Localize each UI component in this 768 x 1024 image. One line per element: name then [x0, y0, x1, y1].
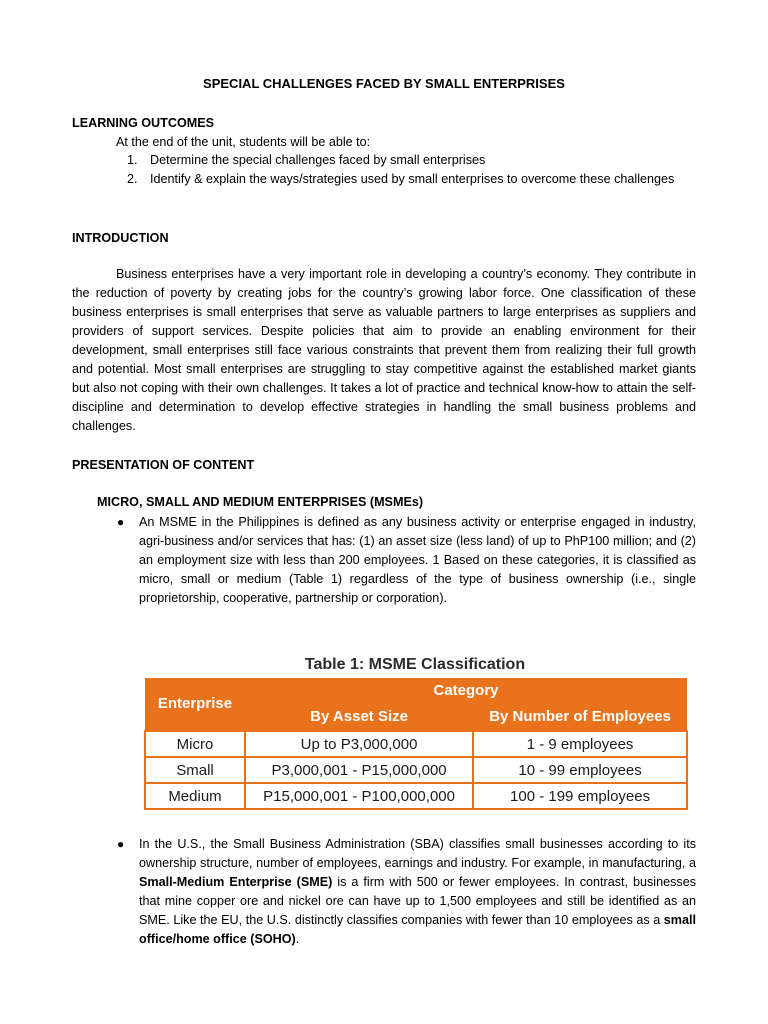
- table-row: [145, 783, 687, 809]
- bullet-item-msme-definition: [117, 513, 696, 608]
- cell-asset: Up to P3,000,000: [245, 731, 473, 757]
- msme-classification-table: [144, 678, 688, 810]
- list-item: [127, 151, 730, 170]
- cell-enterprise: Small: [145, 757, 245, 783]
- bullet-item-us-sba: [117, 835, 696, 949]
- cell-enterprise: Micro: [145, 731, 245, 757]
- list-item-number: 1.: [127, 153, 138, 167]
- bullet-text-part: In the U.S., the Small Business Administration (SBA) classifies small businesses according to its ownership structure, number of employees, earnings and industry. For example, in manufacturing, a: [139, 837, 696, 870]
- table-row: [145, 731, 687, 757]
- introduction-text: Business enterprises have a very important role in developing a country’s economy. They contribute in the reduction of poverty by creating jobs for the country’s growing labor force. One classification of these business enterprises is small enterprises that serve as valuable partners to large enterprises as suppliers and providers of support services. Despite policies that aim to provide an enabling environment for their development, small enterprises still face various constraints that prevent them from realizing their full growth and potential. Most small enterprises are struggling to stay competitive against the established market giants but also not coping with their own challenges. It takes a lot of practice and technical know-how to attain the self-discipline and determination to develop effective strategies in handling the small business problems and challenges.: [72, 267, 696, 433]
- learning-outcomes-heading: LEARNING OUTCOMES: [72, 116, 215, 130]
- header-category: Category: [245, 678, 687, 704]
- learning-outcomes-list: [116, 151, 730, 189]
- learning-outcomes-intro: At the end of the unit, students will be able to:: [116, 135, 371, 149]
- introduction-heading: INTRODUCTION: [72, 231, 169, 245]
- msme-subheading: MICRO, SMALL AND MEDIUM ENTERPRISES (MSMEs): [97, 495, 424, 509]
- cell-employees: 10 - 99 employees: [473, 757, 687, 783]
- bullet-text: An MSME in the Philippines is defined as any business activity or enterprise engaged in industry, agri-business and/or services that has: (1) an asset size (less land) of up to PhP100 million; and (2) an employment size with less than 200 employees. 1 Based on these categories, it is classified as micro, small or medium (Table 1) regardless of the type of business ownership (i.e., single proprietorship, cooperative, partnership or corporation).: [139, 515, 696, 605]
- cell-asset: P15,000,001 - P100,000,000: [245, 783, 473, 809]
- header-asset-size: By Asset Size: [245, 704, 473, 731]
- list-item: [127, 170, 730, 189]
- cell-employees: 1 - 9 employees: [473, 731, 687, 757]
- table-row: [145, 757, 687, 783]
- list-item-text: Determine the special challenges faced by small enterprises: [150, 153, 486, 167]
- cell-asset: P3,000,001 - P15,000,000: [245, 757, 473, 783]
- bullet-text-part: .: [295, 932, 300, 946]
- header-enterprise: Enterprise: [145, 678, 245, 731]
- list-item-number: 2.: [127, 172, 138, 186]
- bold-term-soho: small office/home office (SOHO): [139, 913, 696, 946]
- cell-enterprise: Medium: [145, 783, 245, 809]
- bullet-icon: ●: [117, 515, 125, 529]
- document-title: SPECIAL CHALLENGES FACED BY SMALL ENTERPRISES: [203, 76, 565, 91]
- table-title: Table 1: MSME Classification: [304, 656, 526, 673]
- bullet-icon: ●: [117, 837, 125, 851]
- bullet-text-part: is a firm with 500 or fewer employees. In contrast, businesses that mine copper ore and nickel ore can have up to 1,500 employees and still be identified as an SME. Like the EU, the U.S. distinctly classifies companies with fewer than 10 employees as a: [139, 875, 696, 927]
- bold-term-sme: Small-Medium Enterprise (SME): [139, 875, 333, 889]
- cell-employees: 100 - 199 employees: [473, 783, 687, 809]
- list-item-text: Identify & explain the ways/strategies used by small enterprises to overcome these challenges: [150, 172, 675, 186]
- header-employees: By Number of Employees: [473, 704, 687, 731]
- introduction-paragraph: [72, 265, 696, 436]
- presentation-heading: PRESENTATION OF CONTENT: [72, 458, 255, 472]
